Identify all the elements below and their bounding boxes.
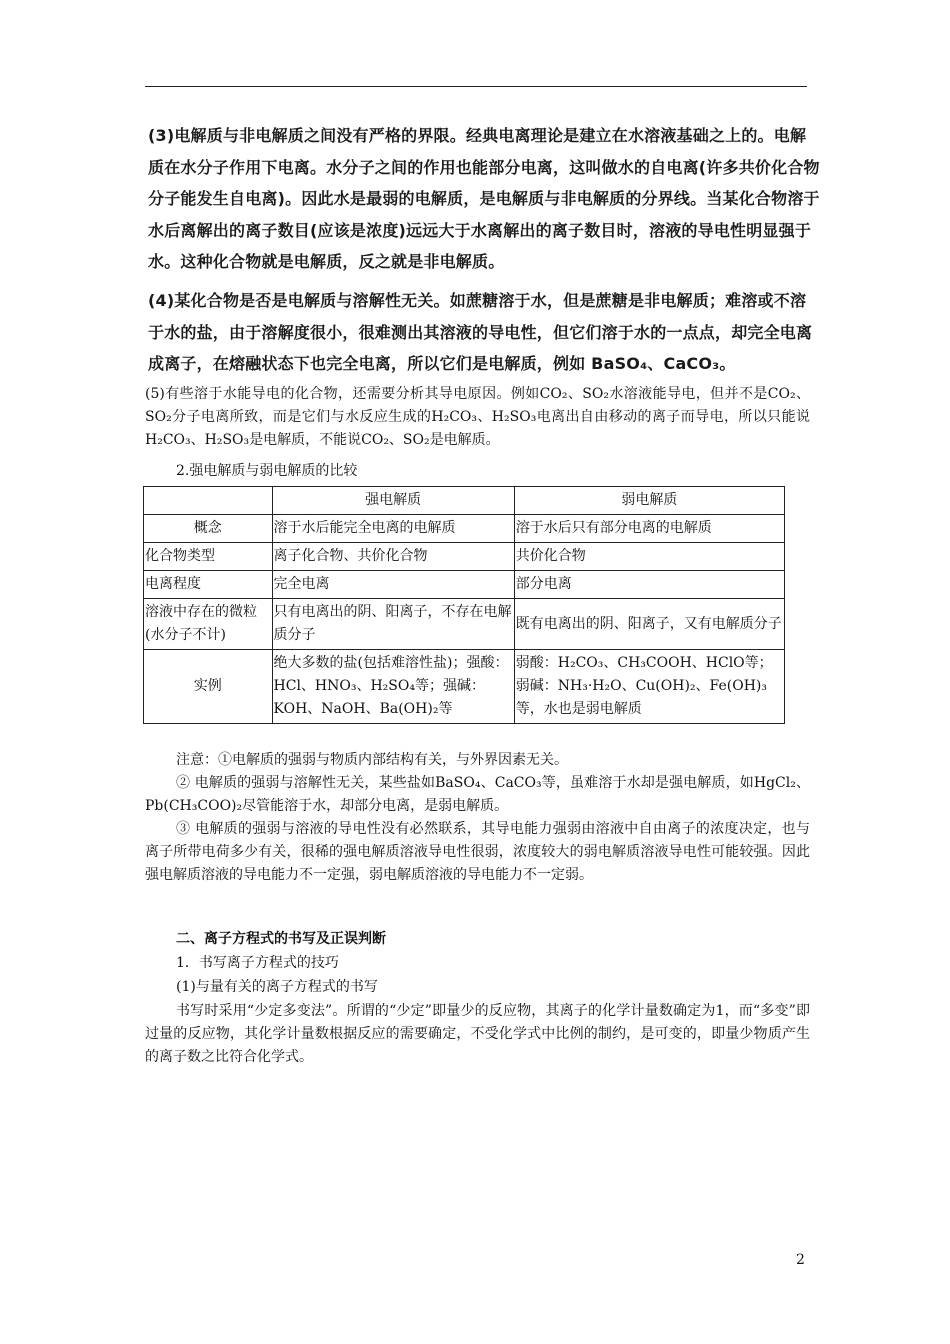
- table-cell: 完全电离: [272, 571, 514, 599]
- table-cell: 溶液中存在的微粒(水分子不计): [144, 599, 273, 650]
- table-cell: 离子化合物、共价化合物: [272, 543, 514, 571]
- notes-block: [145, 749, 810, 887]
- paragraph-5: (5)有些溶于水能导电的化合物，还需要分析其导电原因。例如CO₂、SO₂水溶液能导电，但并不是CO₂、SO₂分子电离所致，而是它们与水反应生成的H₂CO₃、H₂SO₃电离出自由移动的离子而导电，所以只能说H₂CO₃、H₂SO₃是电解质，不能说CO₂、SO₂是电解质。: [145, 386, 810, 448]
- table-header-row: [144, 487, 785, 515]
- table-row: [144, 599, 785, 650]
- table-cell: 概念: [144, 515, 273, 543]
- subheading-techniques: 1．书写离子方程式的技巧: [176, 955, 339, 971]
- note-3: ③ 电解质的强弱与溶液的导电性没有必然联系，其导电能力强弱由溶液中自由离子的浓度决定，也与离子所带电荷多少有关，很稀的强电解质溶液导电性很弱，浓度较大的弱电解质溶液导电性可能较强。因此强电解质溶液的导电能力不一定强，弱电解质溶液的导电能力不一定弱。: [145, 821, 810, 883]
- table-cell: 只有电离出的阴、阳离子，不存在电解质分子: [272, 599, 514, 650]
- header-rule: [145, 86, 807, 87]
- table-row: [144, 650, 785, 724]
- note-1: 注意：①电解质的强弱与物质内部结构有关，与外界因素无关。: [176, 752, 568, 768]
- page-number: 2: [796, 1252, 805, 1268]
- table-cell: 共价化合物: [514, 543, 784, 571]
- table-header-cell: 弱电解质: [514, 487, 784, 515]
- table-cell: 既有电离出的阴、阳离子，又有电解质分子: [514, 599, 784, 650]
- table-header-cell: [144, 487, 273, 515]
- table-cell: 实例: [144, 650, 273, 724]
- comparison-table: [143, 486, 785, 724]
- section-title-comparison: 2.强电解质与弱电解质的比较: [176, 463, 358, 479]
- technique-paragraph: 书写时采用“少定多变法”。所谓的“少定”即量少的反应物，其离子的化学计量数确定为1，而“多变”即过量的反应物，其化学计量数根据反应的需要确定，不受化学式中比例的制约，是可变的，即量少物质产生的离子数之比符合化学式。: [145, 1003, 810, 1065]
- table-cell: 绝大多数的盐(包括难溶性盐)；强酸：HCl、HNO₃、H₂SO₄等；强碱：KOH、NaOH、Ba(OH)₂等: [272, 650, 514, 724]
- paragraph-3: (3)电解质与非电解质之间没有严格的界限。经典电离理论是建立在水溶液基础之上的。电解质在水分子作用下电离。水分子之间的作用也能部分电离，这叫做水的自电离(许多共价化合物分子能发生自电离)。因此水是最弱的电解质，是电解质与非电解质的分界线。当某化合物溶于水后离解出的离子数目(应该是浓度)远远大于水离解出的离子数目时，溶液的导电性明显强于水。这种化合物就是电解质，反之就是非电解质。: [148, 126, 820, 271]
- note-2: ② 电解质的强弱与溶解性无关，某些盐如BaSO₄、CaCO₃等，虽难溶于水却是强电解质，如HgCl₂、Pb(CH₃COO)₂尽管能溶于水，却部分电离，是弱电解质。: [145, 775, 810, 814]
- table-cell: 化合物类型: [144, 543, 273, 571]
- table-row: [144, 515, 785, 543]
- table-row: [144, 571, 785, 599]
- table-cell: 溶于水后能完全电离的电解质: [272, 515, 514, 543]
- paragraph-4: (4)某化合物是否是电解质与溶解性无关。如蔗糖溶于水，但是蔗糖是非电解质；难溶或不溶于水的盐，由于溶解度很小，很难测出其溶液的导电性，但它们溶于水的一点点，却完全电离成离子，在熔融状态下也完全电离，所以它们是电解质，例如 BaSO₄、CaCO₃。: [148, 291, 813, 373]
- table-header-cell: 强电解质: [272, 487, 514, 515]
- table-cell: 电离程度: [144, 571, 273, 599]
- table-cell: 弱酸：H₂CO₃、CH₃COOH、HClO等；弱碱：NH₃·H₂O、Cu(OH)₂、Fe(OH)₃等，水也是弱电解质: [514, 650, 784, 724]
- subheading-quantity-related: (1)与量有关的离子方程式的书写: [176, 979, 378, 995]
- table-cell: 部分电离: [514, 571, 784, 599]
- section-heading-ionic-equations: 二、离子方程式的书写及正误判断: [176, 931, 386, 947]
- table-row: [144, 543, 785, 571]
- table-cell: 溶于水后只有部分电离的电解质: [514, 515, 784, 543]
